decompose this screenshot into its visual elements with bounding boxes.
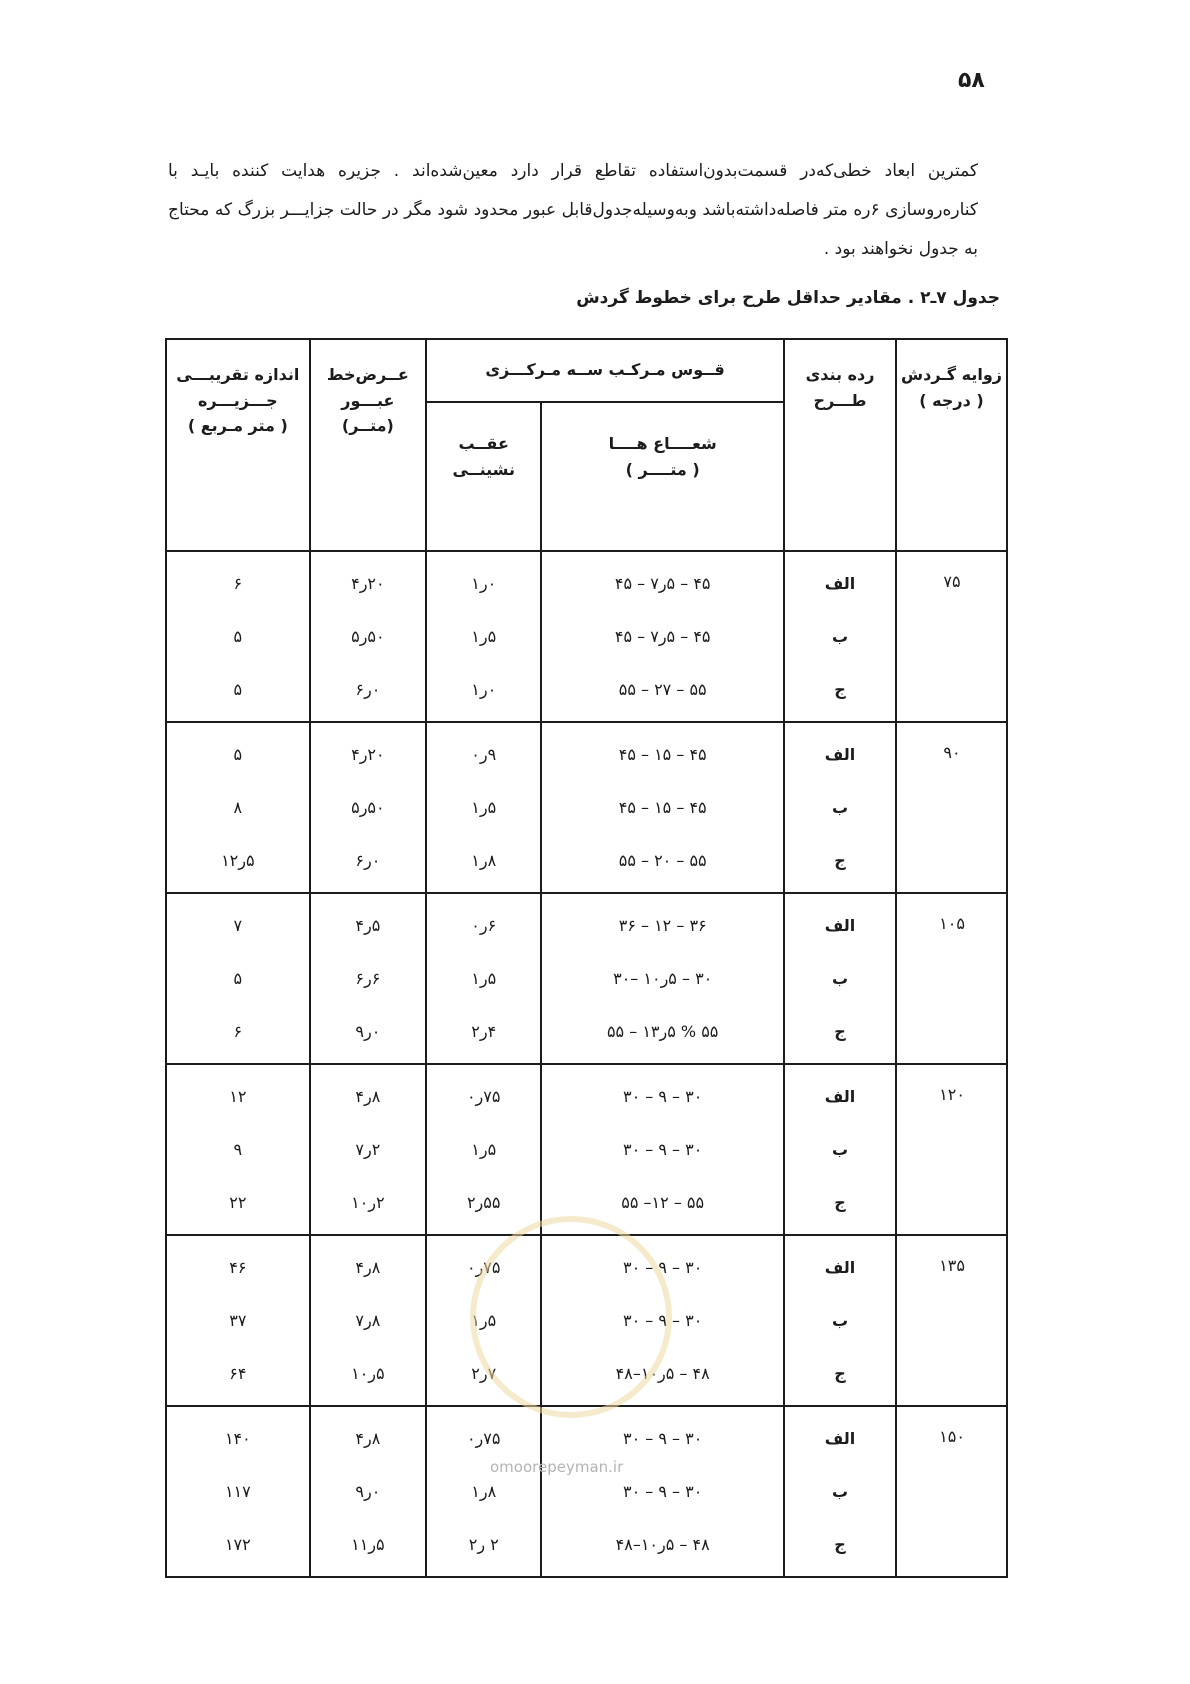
table-row	[166, 722, 1007, 781]
cell-lane-width: ۲ر۱۰	[310, 1176, 426, 1235]
cell-offset: ۲ ر۲	[426, 1518, 541, 1577]
page-number: ۵۸	[958, 68, 985, 93]
cell-lane-width: ۸ر۴	[310, 1406, 426, 1465]
cell-lane-width: ۵ر۴	[310, 893, 426, 952]
cell-lane-width: ۲۰ر۴	[310, 551, 426, 610]
cell-offset: ۵ر۱	[426, 952, 541, 1005]
cell-island-size: ۵	[166, 952, 310, 1005]
cell-island-size: ۱۱۷	[166, 1465, 310, 1518]
cell-turn-angle: ۱۲۰	[896, 1064, 1007, 1235]
cell-island-size: ۶	[166, 551, 310, 610]
cell-offset: ۵ر۱	[426, 781, 541, 834]
cell-offset: ۰ر۱	[426, 551, 541, 610]
table-row	[166, 1123, 1007, 1176]
cell-island-size: ۱۷۲	[166, 1518, 310, 1577]
cell-design-class: ج	[784, 1347, 896, 1406]
cell-design-class: الف	[784, 722, 896, 781]
table-row	[166, 1518, 1007, 1577]
cell-design-class: الف	[784, 893, 896, 952]
watermark-text: omoorepeyman.ir	[490, 1458, 624, 1476]
cell-turn-angle: ۱۳۵	[896, 1235, 1007, 1406]
cell-island-size: ۵	[166, 663, 310, 722]
body-paragraph	[168, 152, 978, 269]
table-body	[166, 551, 1007, 1577]
cell-island-size: ۱۲	[166, 1064, 310, 1123]
cell-design-class: ج	[784, 1176, 896, 1235]
cell-offset: ۷۵ر۰	[426, 1064, 541, 1123]
cell-turn-angle: ۱۵۰	[896, 1406, 1007, 1577]
cell-island-size: ۳۷	[166, 1294, 310, 1347]
cell-design-class: ب	[784, 952, 896, 1005]
paragraph-text: کمترین ابعاد خطی‌که‌در قسمت‌بدون‌استفاده تقاطع قرار دارد معین‌شده‌اند . جزیره هدایت کننده بایـد با کناره‌روسازی ۶ره متر فاصله‌داشته‌باشد وبه‌وسیله‌جدول‌قابل عبور محدود شود مگر در حالت جزایـــر بزرگ که محتاج به جدول نخواهند بود .	[168, 161, 979, 259]
cell-island-size: ۴۶	[166, 1235, 310, 1294]
watermark-seal	[470, 1216, 672, 1418]
cell-lane-width: ۵ر۱۱	[310, 1518, 426, 1577]
cell-radii: ۵۵ – ۲۷ – ۵۵	[541, 663, 784, 722]
cell-design-class: ج	[784, 1518, 896, 1577]
cell-lane-width: ۰ر۹	[310, 1465, 426, 1518]
table-caption: جدول ۷ـ۲ . مقادیر حداقل طرح برای خطوط گردش	[576, 288, 1000, 308]
cell-turn-angle: ۷۵	[896, 551, 1007, 722]
cell-lane-width: ۵۰ر۵	[310, 610, 426, 663]
cell-island-size: ۶۴	[166, 1347, 310, 1406]
cell-lane-width: ۲ر۷	[310, 1123, 426, 1176]
cell-island-size: ۷	[166, 893, 310, 952]
table-row	[166, 781, 1007, 834]
cell-island-size: ۸	[166, 781, 310, 834]
cell-design-class: ج	[784, 834, 896, 893]
cell-radii: ۴۵ – ۵ر۷ – ۴۵	[541, 551, 784, 610]
table-row	[166, 893, 1007, 952]
cell-turn-angle: ۱۰۵	[896, 893, 1007, 1064]
header-island-size: اندازه تقریبـــی جـــزیـــره ( متر مـربع )	[166, 339, 310, 551]
cell-radii: ۴۵ – ۱۵ – ۴۵	[541, 722, 784, 781]
cell-offset: ۵ر۱	[426, 1294, 541, 1347]
cell-island-size: ۵	[166, 722, 310, 781]
header-compound-curve: قــوس مـرکـب ســه مـرکـــزی	[426, 339, 784, 402]
cell-radii: ۳۰ – ۹ – ۳۰	[541, 1235, 784, 1294]
cell-design-class: الف	[784, 1064, 896, 1123]
cell-island-size: ۶	[166, 1005, 310, 1064]
cell-offset: ۹ر۰	[426, 722, 541, 781]
cell-design-class: الف	[784, 1406, 896, 1465]
header-offset: عقــب نشینــی	[426, 402, 541, 551]
cell-island-size: ۹	[166, 1123, 310, 1176]
cell-design-class: ب	[784, 781, 896, 834]
cell-lane-width: ۵ر۱۰	[310, 1347, 426, 1406]
table-row	[166, 1064, 1007, 1123]
cell-radii: ۵۵ – ۱۲– ۵۵	[541, 1176, 784, 1235]
cell-radii: ۴۵ – ۱۵ – ۴۵	[541, 781, 784, 834]
cell-offset: ۷ر۲	[426, 1347, 541, 1406]
cell-offset: ۶ر۰	[426, 893, 541, 952]
cell-island-size: ۱۴۰	[166, 1406, 310, 1465]
table-row	[166, 551, 1007, 610]
cell-turn-angle: ۹۰	[896, 722, 1007, 893]
cell-radii: ۳۶ – ۱۲ – ۳۶	[541, 893, 784, 952]
cell-radii: ۵۵ – ۲۰ – ۵۵	[541, 834, 784, 893]
cell-radii: ۳۰ – ۹ – ۳۰	[541, 1294, 784, 1347]
cell-design-class: ج	[784, 663, 896, 722]
cell-offset: ۷۵ر۰	[426, 1406, 541, 1465]
cell-design-class: ب	[784, 1465, 896, 1518]
header-lane-width: عــرض‌خط عبـــور (متــر)	[310, 339, 426, 551]
cell-lane-width: ۰ر۹	[310, 1005, 426, 1064]
cell-offset: ۰ر۱	[426, 663, 541, 722]
header-turn-angle: زوایه گـردش ( درجه )	[896, 339, 1007, 551]
cell-radii: ۳۰ – ۵ر۱۰ –۳۰	[541, 952, 784, 1005]
cell-radii: ۳۰ – ۹ – ۳۰	[541, 1465, 784, 1518]
cell-radii: ۴۸ – ۵ر۱۰–۴۸	[541, 1347, 784, 1406]
cell-radii: ۳۰ – ۹ – ۳۰	[541, 1406, 784, 1465]
cell-radii: ۵۵ % ۵ر۱۳ – ۵۵	[541, 1005, 784, 1064]
header-radii: شعــــاع هــــا ( متــــر )	[541, 402, 784, 551]
cell-offset: ۵ر۱	[426, 1123, 541, 1176]
cell-design-class: الف	[784, 551, 896, 610]
cell-offset: ۵۵ر۲	[426, 1176, 541, 1235]
cell-lane-width: ۶ر۶	[310, 952, 426, 1005]
cell-lane-width: ۰ر۶	[310, 663, 426, 722]
cell-offset: ۴ر۲	[426, 1005, 541, 1064]
cell-lane-width: ۸ر۴	[310, 1064, 426, 1123]
cell-radii: ۴۵ – ۵ر۷ – ۴۵	[541, 610, 784, 663]
cell-offset: ۸ر۱	[426, 1465, 541, 1518]
cell-radii: ۳۰ – ۹ – ۳۰	[541, 1064, 784, 1123]
cell-island-size: ۵ر۱۲	[166, 834, 310, 893]
cell-offset: ۷۵ر۰	[426, 1235, 541, 1294]
table-row	[166, 952, 1007, 1005]
cell-design-class: ب	[784, 610, 896, 663]
table-row	[166, 663, 1007, 722]
table-row	[166, 610, 1007, 663]
table-row	[166, 1005, 1007, 1064]
cell-offset: ۵ر۱	[426, 610, 541, 663]
cell-design-class: الف	[784, 1235, 896, 1294]
cell-lane-width: ۵۰ر۵	[310, 781, 426, 834]
table-row	[166, 834, 1007, 893]
cell-radii: ۳۰ – ۹ – ۳۰	[541, 1123, 784, 1176]
cell-lane-width: ۲۰ر۴	[310, 722, 426, 781]
cell-lane-width: ۸ر۷	[310, 1294, 426, 1347]
cell-lane-width: ۰ر۶	[310, 834, 426, 893]
cell-design-class: ب	[784, 1123, 896, 1176]
cell-offset: ۸ر۱	[426, 834, 541, 893]
cell-lane-width: ۸ر۴	[310, 1235, 426, 1294]
cell-island-size: ۲۲	[166, 1176, 310, 1235]
cell-design-class: ب	[784, 1294, 896, 1347]
cell-design-class: ج	[784, 1005, 896, 1064]
cell-island-size: ۵	[166, 610, 310, 663]
header-design-class: رده بندی طـــرح	[784, 339, 896, 551]
cell-radii: ۴۸ – ۵ر۱۰–۴۸	[541, 1518, 784, 1577]
